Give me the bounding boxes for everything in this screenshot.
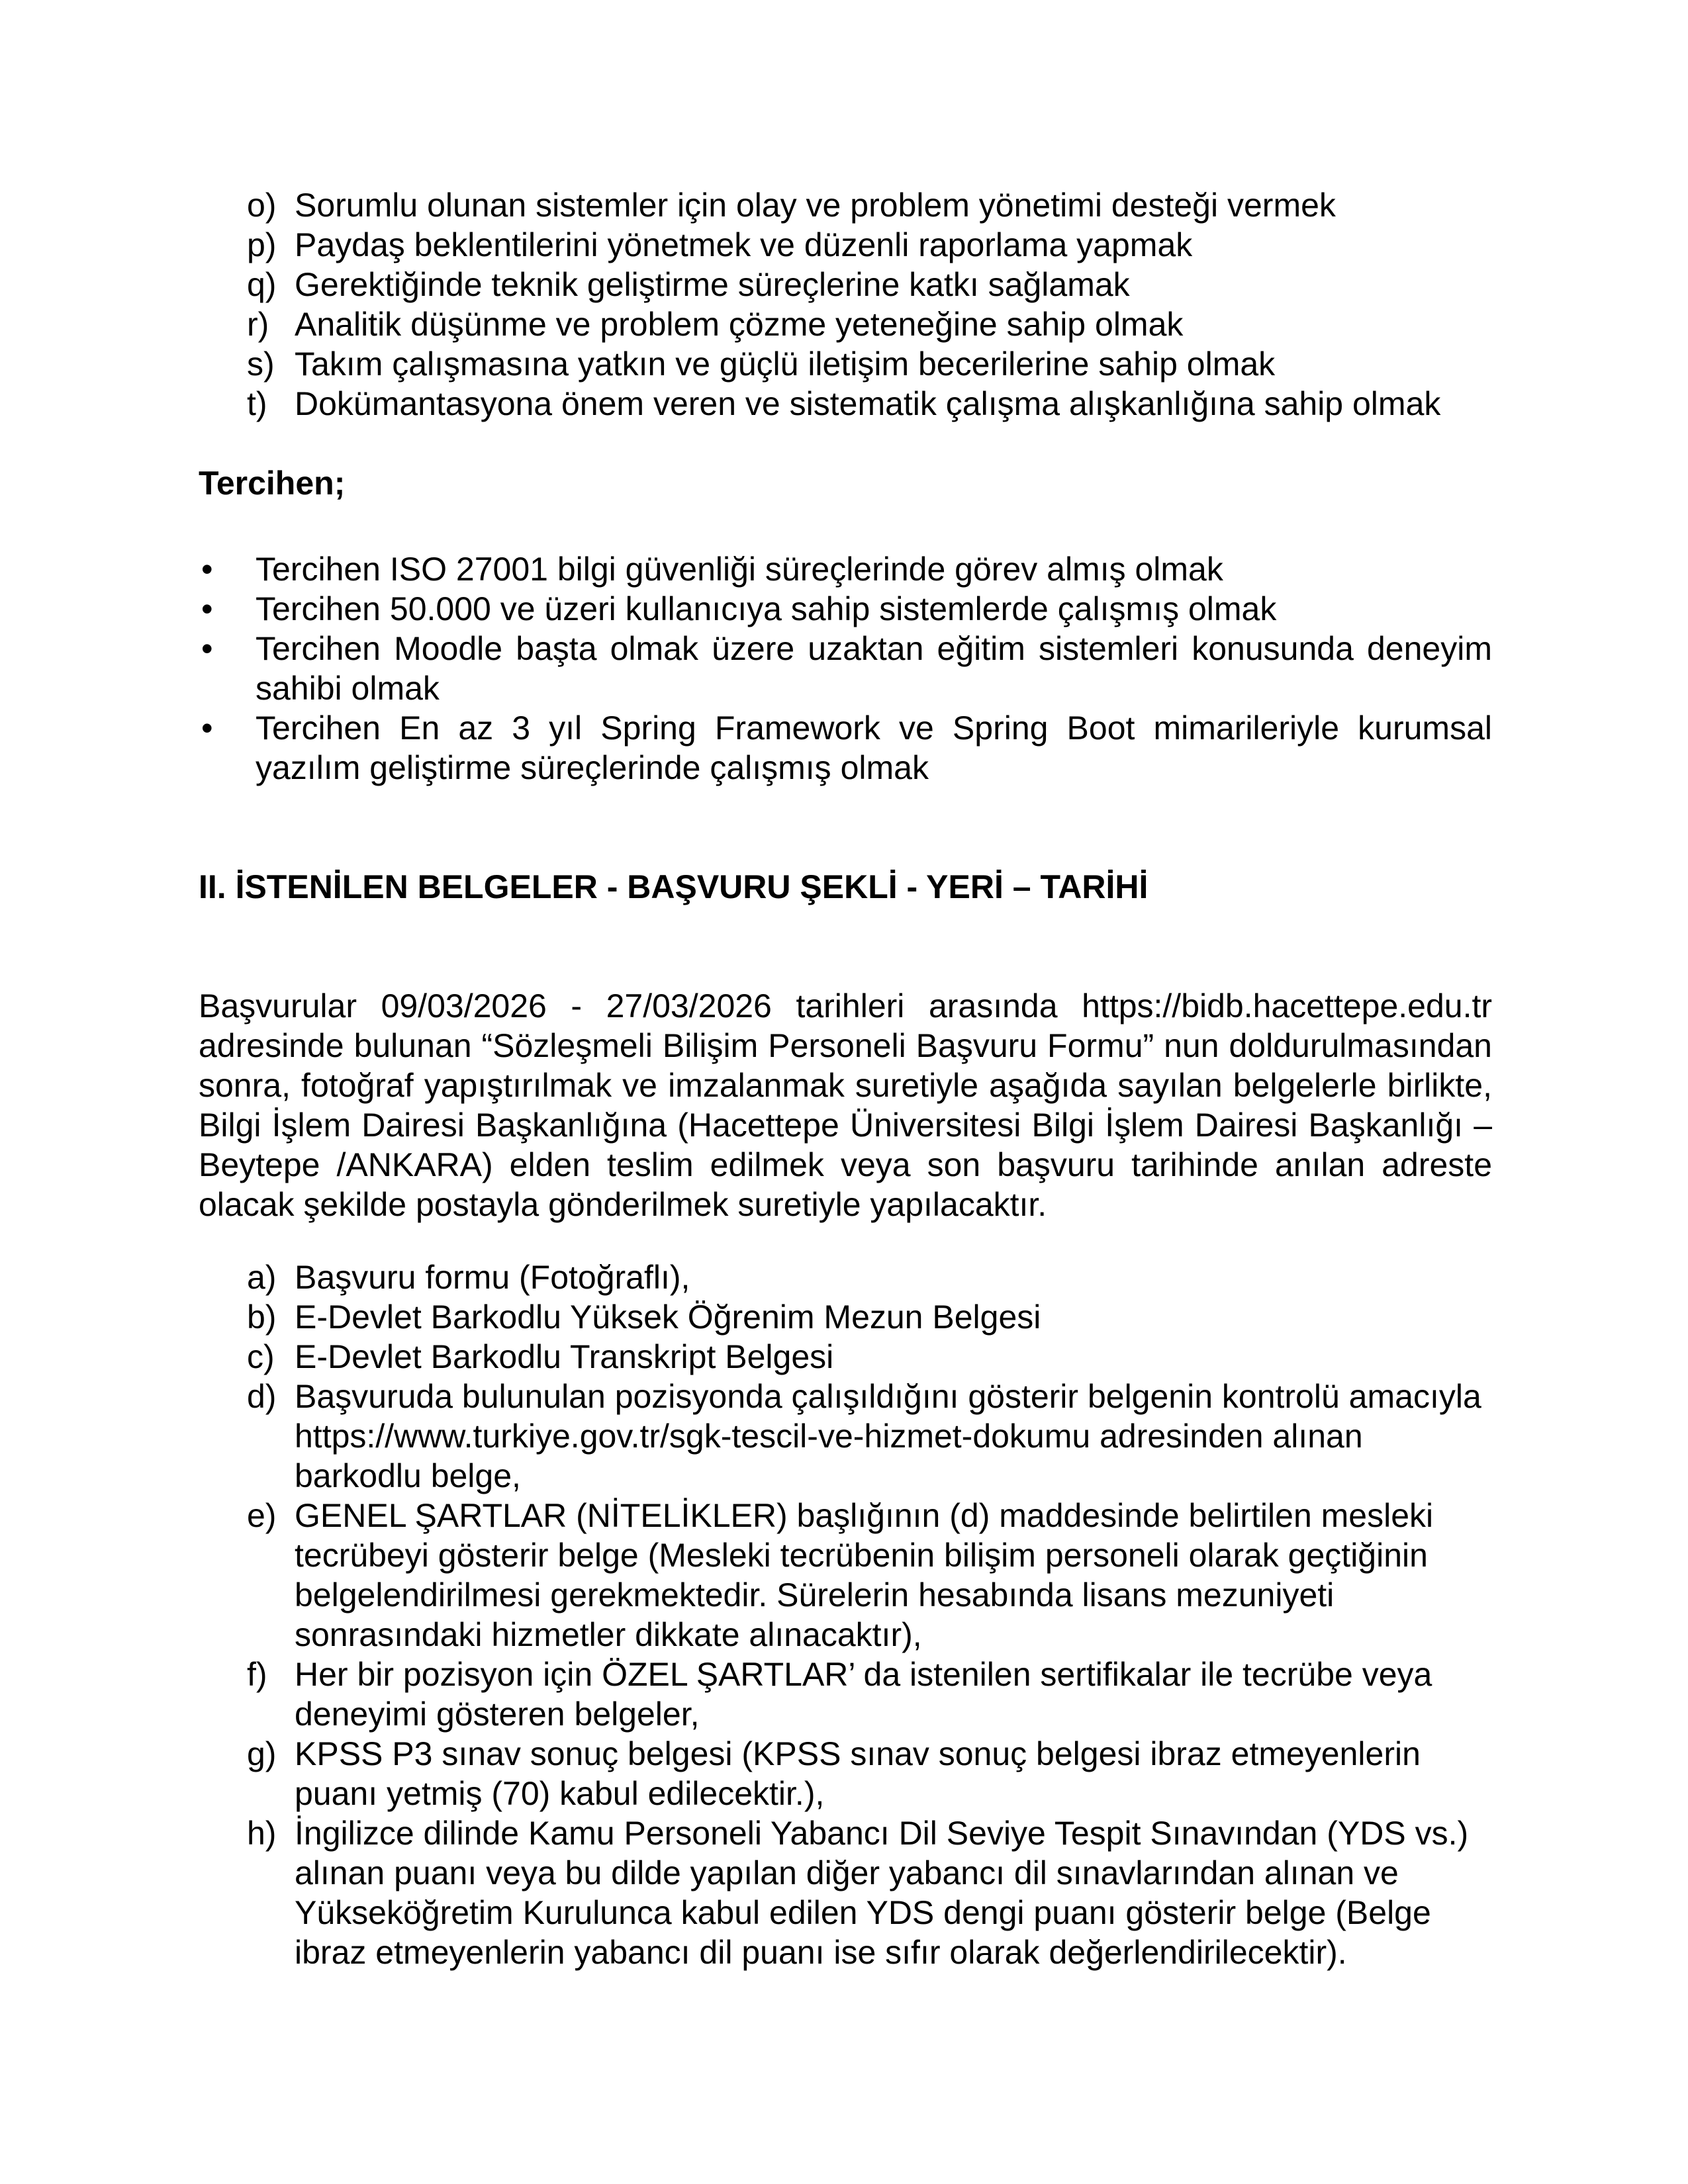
list-marker: r) (247, 306, 269, 343)
list-item-text: Paydaş beklentilerini yönetmek ve düzenli raporlama yapmak (295, 226, 1193, 263)
list-item-text: İngilizce dilinde Kamu Personeli Yabancı Dil Seviye Tespit Sınavından (YDS vs.) alınan puanı veya bu dilde yapılan diğer yabancı dil sınavlarından alınan ve Yükseköğretim Kurulunca kabul edilen YDS dengi puanı gösterir belge (Belge ibraz etmeyenlerin yabancı dil puanı ise sıfır olarak değerlendirilecektir). (295, 1815, 1469, 1971)
list-marker: o) (247, 187, 277, 224)
documents-list (199, 1257, 1492, 1972)
list-item (199, 549, 1492, 589)
preferences-list (199, 549, 1492, 788)
list-item (199, 589, 1492, 629)
list-marker: p) (247, 226, 277, 263)
bullet-icon: • (201, 630, 213, 667)
list-item-text: Tercihen En az 3 yıl Spring Framework ve Spring Boot mimarileriyle kurumsal yazılım geliştirme süreçlerinde çalışmış olmak (256, 709, 1492, 786)
list-item-text: Dokümantasyona önem veren ve sistematik çalışma alışkanlığına sahip olmak (295, 385, 1441, 422)
list-item-text: Tercihen 50.000 ve üzeri kullanıcıya sahip sistemlerde çalışmış olmak (256, 590, 1277, 627)
list-marker: a) (247, 1259, 277, 1296)
list-item-text: E-Devlet Barkodlu Transkript Belgesi (295, 1338, 834, 1375)
list-item (199, 1377, 1492, 1496)
list-item (199, 384, 1492, 424)
list-item (199, 1734, 1492, 1813)
list-item (199, 265, 1492, 304)
list-item-text: KPSS P3 sınav sonuç belgesi (KPSS sınav sonuç belgesi ibraz etmeyenlerin puanı yetmiş (70) kabul edilecektir.), (295, 1735, 1421, 1812)
preferences-heading: Tercihen; (199, 465, 346, 502)
list-marker: h) (247, 1815, 277, 1852)
list-item-text: E-Devlet Barkodlu Yüksek Öğrenim Mezun Belgesi (295, 1298, 1041, 1336)
list-marker: e) (247, 1497, 277, 1534)
list-item (199, 1337, 1492, 1377)
list-item (199, 708, 1492, 788)
list-item-text: Takım çalışmasına yatkın ve güçlü iletişim becerilerine sahip olmak (295, 345, 1276, 383)
application-paragraph: Başvurular 09/03/2026 - 27/03/2026 tarihleri arasında https://bidb.hacettepe.edu.tr adresinde bulunan “Sözleşmeli Bilişim Personeli Başvuru Formu” nun doldurulmasından sonra, fotoğraf yapıştırılmak ve imzalanmak suretiyle aşağıda sayılan belgelerle birlikte, Bilgi İşlem Dairesi Başkanlığına (Hacettepe Üniversitesi Bilgi İşlem Dairesi Başkanlığı – Beytepe /ANKARA) elden teslim edilmek veya son başvuru tarihinde anılan adreste olacak şekilde postayla gönderilmek suretiyle yapılacaktır. (199, 987, 1492, 1223)
list-item (199, 1813, 1492, 1972)
list-marker: g) (247, 1735, 277, 1772)
list-item-text: Başvuruda bulunulan pozisyonda çalışıldığını gösterir belgenin kontrolü amacıyla https://www.turkiye.gov.tr/sgk-tescil-ve-hizmet-dokumu adresinden alınan barkodlu belge, (295, 1378, 1481, 1494)
list-marker: b) (247, 1298, 277, 1336)
list-item (199, 1655, 1492, 1734)
list-item-text: GENEL ŞARTLAR (NİTELİKLER) başlığının (d) maddesinde belirtilen mesleki tecrübeyi gösterir belge (Mesleki tecrübenin bilişim personeli olarak geçtiğinin belgelendirilmesi gerekmektedir. Sürelerin hesabında lisans mezuniyeti sonrasındaki hizmetler dikkate alınacaktır), (295, 1497, 1434, 1653)
list-item (199, 1297, 1492, 1337)
list-marker: c) (247, 1338, 275, 1375)
list-marker: f) (247, 1656, 267, 1693)
list-item-text: Gerektiğinde teknik geliştirme süreçlerine katkı sağlamak (295, 266, 1130, 303)
section-heading: II. İSTENİLEN BELGELER - BAŞVURU ŞEKLİ - YERİ – TARİHİ (199, 868, 1149, 905)
list-marker: t) (247, 385, 267, 422)
list-item-text: Tercihen Moodle başta olmak üzere uzaktan eğitim sistemleri konusunda deneyim sahibi olmak (256, 630, 1492, 707)
list-item (199, 1257, 1492, 1297)
list-item (199, 304, 1492, 344)
duties-list (199, 185, 1492, 424)
list-item-text: Tercihen ISO 27001 bilgi güvenliği süreçlerinde görev almış olmak (256, 551, 1223, 588)
list-marker: s) (247, 345, 275, 383)
list-item (199, 629, 1492, 708)
bullet-icon: • (201, 551, 213, 588)
list-item (199, 225, 1492, 265)
list-item (199, 344, 1492, 384)
list-item-text: Başvuru formu (Fotoğraflı), (295, 1259, 690, 1296)
list-item-text: Sorumlu olunan sistemler için olay ve problem yönetimi desteği vermek (295, 187, 1336, 224)
list-item-text: Her bir pozisyon için ÖZEL ŞARTLAR’ da istenilen sertifikalar ile tecrübe veya deneyimi gösteren belgeler, (295, 1656, 1432, 1733)
list-item (199, 185, 1492, 225)
list-item-text: Analitik düşünme ve problem çözme yeteneğine sahip olmak (295, 306, 1184, 343)
list-marker: q) (247, 266, 277, 303)
bullet-icon: • (201, 709, 213, 747)
list-marker: d) (247, 1378, 277, 1415)
bullet-icon: • (201, 590, 213, 627)
list-item (199, 1496, 1492, 1655)
